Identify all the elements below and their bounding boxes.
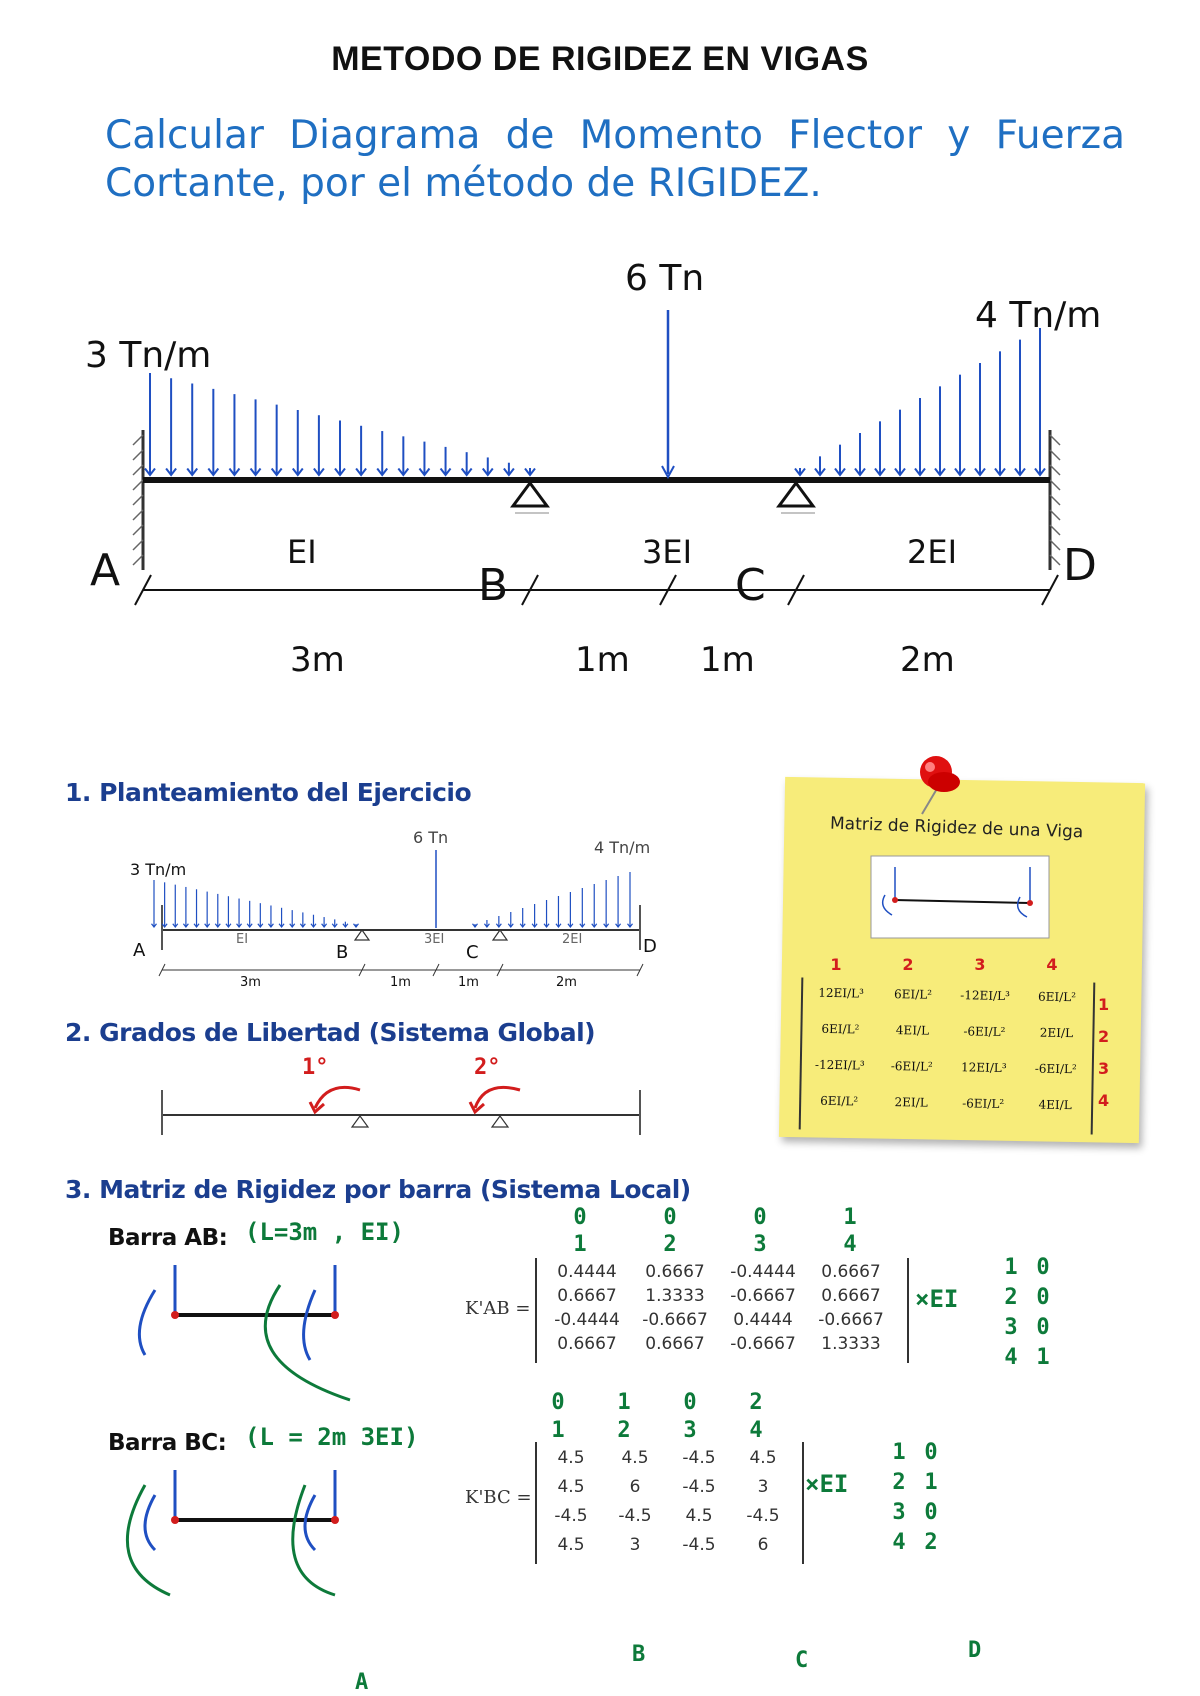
stiffness-cd: 2EI bbox=[907, 533, 958, 571]
ab-map-entry: 3 bbox=[1004, 1315, 1018, 1340]
bc-global-index: 1 bbox=[617, 1390, 631, 1415]
fixed-support-d bbox=[1050, 430, 1060, 570]
bc-local-index: 4 bbox=[749, 1418, 763, 1443]
k-bc-cell: -4.5 bbox=[682, 1448, 716, 1468]
k-ab-cell: 0.6667 bbox=[557, 1334, 617, 1354]
k-ab-cell: 0.6667 bbox=[557, 1286, 617, 1306]
k-ab-cell: 1.3333 bbox=[821, 1334, 881, 1354]
sticky-col-number: 1 bbox=[830, 955, 842, 974]
sticky-matrix-cell: 12EI/L³ bbox=[960, 1060, 1007, 1076]
node-label-b: B bbox=[478, 560, 509, 611]
element-dof-sketch bbox=[870, 855, 1050, 940]
ab-local-indices bbox=[535, 1232, 915, 1258]
pin-support-c bbox=[779, 483, 815, 513]
sticky-matrix-cell: 12EI/L³ bbox=[818, 985, 864, 1001]
sticky-matrix-cell: 6EI/L² bbox=[821, 1021, 860, 1037]
problem-statement: Calcular Diagrama de Momento Flector y Fuerza Cortante, por el método de RIGIDEZ. bbox=[105, 113, 1125, 206]
k-bc-cell: -4.5 bbox=[682, 1535, 716, 1555]
k-ab-cell: -0.6667 bbox=[818, 1310, 884, 1330]
pin-support-b bbox=[513, 483, 549, 513]
bottom-label-a: A bbox=[355, 1670, 369, 1695]
bc-map-entry: 2 bbox=[924, 1530, 938, 1555]
k-bc-cell: 4.5 bbox=[749, 1448, 777, 1468]
k-ab-cell: 0.4444 bbox=[557, 1262, 617, 1282]
k-bc-cell: 6 bbox=[629, 1477, 641, 1497]
dof-diagram bbox=[150, 1050, 650, 1150]
sticky-row-number: 3 bbox=[1098, 1059, 1110, 1078]
k-bc-cell: 4.5 bbox=[557, 1535, 585, 1555]
sticky-matrix-cell: -12EI/L³ bbox=[814, 1057, 865, 1073]
k-bc-cell: -4.5 bbox=[746, 1506, 780, 1526]
fixed-support-a bbox=[133, 430, 143, 570]
sticky-matrix-cell: 2EI/L bbox=[894, 1095, 928, 1110]
sticky-col-number: 3 bbox=[974, 955, 986, 974]
sticky-matrix-cell: -12EI/L³ bbox=[960, 988, 1011, 1004]
node-label-a: A bbox=[90, 545, 121, 596]
ab-global-index: 0 bbox=[753, 1205, 767, 1230]
k-ab-cell: 0.6667 bbox=[645, 1262, 705, 1282]
dimension-b-load: 1m bbox=[575, 640, 630, 680]
ab-global-indices bbox=[535, 1205, 915, 1231]
bc-map-entry: 0 bbox=[924, 1440, 938, 1465]
ab-dof-mapping bbox=[995, 1255, 1065, 1375]
small-dim-1: 1m bbox=[390, 975, 411, 990]
load-label-point: 6 Tn bbox=[625, 258, 705, 299]
ab-global-index: 0 bbox=[573, 1205, 587, 1230]
sticky-matrix-cell: 6EI/L² bbox=[820, 1093, 859, 1109]
dimension-ab: 3m bbox=[290, 640, 345, 680]
small-stiffness-cd: 2EI bbox=[562, 932, 583, 947]
small-dim-2: 1m bbox=[458, 975, 479, 990]
section-2-title: 2. Grados de Libertad (Sistema Global) bbox=[65, 1018, 596, 1047]
small-node-a: A bbox=[133, 940, 146, 961]
bottom-label-b: B bbox=[632, 1642, 646, 1667]
section-1-title: 1. Planteamiento del Ejercicio bbox=[65, 778, 472, 807]
small-stiffness-bc: 3EI bbox=[424, 932, 445, 947]
bottom-label-d: D bbox=[968, 1638, 982, 1663]
pushpin-icon bbox=[900, 752, 980, 822]
k-ab-cell: -0.6667 bbox=[730, 1334, 796, 1354]
k-ab-matrix bbox=[535, 1258, 909, 1363]
small-load-label-left: 3 Tn/m bbox=[130, 860, 187, 879]
bar-ab-sketch bbox=[110, 1250, 390, 1430]
bc-global-index: 0 bbox=[551, 1390, 565, 1415]
bc-global-index: 0 bbox=[683, 1390, 697, 1415]
ab-local-index: 4 bbox=[843, 1232, 857, 1257]
sticky-matrix-cell: 6EI/L² bbox=[1037, 989, 1077, 1005]
ab-local-index: 1 bbox=[573, 1232, 587, 1257]
bc-map-entry: 1 bbox=[892, 1440, 906, 1465]
bc-local-index: 2 bbox=[617, 1418, 631, 1443]
k-ab-cell: -0.6667 bbox=[642, 1310, 708, 1330]
bar-bc-title: Barra BC: bbox=[108, 1430, 227, 1456]
k-ab-cell: -0.4444 bbox=[554, 1310, 620, 1330]
stiffness-bc: 3EI bbox=[642, 533, 693, 571]
k-bc-cell: 4.5 bbox=[557, 1448, 585, 1468]
k-ab-cell: -0.4444 bbox=[730, 1262, 796, 1282]
sticky-row-number: 2 bbox=[1098, 1027, 1110, 1046]
ab-local-index: 2 bbox=[663, 1232, 677, 1257]
ab-map-entry: 1 bbox=[1036, 1345, 1050, 1370]
k-ab-cell: 0.6667 bbox=[821, 1262, 881, 1282]
bc-map-entry: 2 bbox=[892, 1470, 906, 1495]
k-ab-factor: ×EI bbox=[915, 1285, 959, 1313]
dimension-line bbox=[135, 575, 1058, 605]
k-bc-cell: 4.5 bbox=[685, 1506, 713, 1526]
sticky-matrix-cell: -6EI/L² bbox=[962, 1096, 1005, 1112]
bottom-label-c: C bbox=[795, 1648, 809, 1673]
ab-global-index: 1 bbox=[843, 1205, 857, 1230]
sticky-matrix-cell: 2EI/L bbox=[1039, 1025, 1074, 1041]
bc-map-entry: 4 bbox=[892, 1530, 906, 1555]
k-bc-cell: 4.5 bbox=[621, 1448, 649, 1468]
bc-local-index: 3 bbox=[683, 1418, 697, 1443]
sticky-matrix-cell: 4EI/L bbox=[1038, 1097, 1072, 1113]
load-label-right: 4 Tn/m bbox=[975, 295, 1102, 336]
k-bc-cell: 6 bbox=[757, 1535, 769, 1555]
k-bc-label: K'BC = bbox=[465, 1487, 532, 1508]
ab-map-entry: 4 bbox=[1004, 1345, 1018, 1370]
sticky-matrix-cell: -6EI/L² bbox=[963, 1024, 1006, 1040]
k-ab-cell: 1.3333 bbox=[645, 1286, 705, 1306]
bar-bc-sketch bbox=[100, 1455, 400, 1635]
small-load-label-point: 6 Tn bbox=[413, 828, 449, 847]
k-bc-cell: -4.5 bbox=[682, 1477, 716, 1497]
dimension-cd: 2m bbox=[900, 640, 955, 680]
bc-global-index: 2 bbox=[749, 1390, 763, 1415]
sticky-matrix-cell: -6EI/L² bbox=[890, 1059, 933, 1074]
dimension-load-c: 1m bbox=[700, 640, 755, 680]
bar-ab-params: (L=3m , EI) bbox=[245, 1218, 404, 1246]
sticky-matrix-cell: 4EI/L bbox=[895, 1023, 930, 1038]
ab-map-entry: 2 bbox=[1004, 1285, 1018, 1310]
sticky-col-number: 2 bbox=[902, 955, 914, 974]
bc-map-entry: 3 bbox=[892, 1500, 906, 1525]
bar-ab-title: Barra AB: bbox=[108, 1225, 228, 1251]
bc-map-entry: 0 bbox=[924, 1500, 938, 1525]
k-bc-cell: -4.5 bbox=[618, 1506, 652, 1526]
sticky-row-number: 4 bbox=[1098, 1091, 1110, 1110]
sticky-col-number: 4 bbox=[1046, 955, 1058, 974]
bc-local-indices bbox=[525, 1418, 825, 1444]
k-bc-factor: ×EI bbox=[805, 1470, 849, 1498]
k-bc-cell: -4.5 bbox=[554, 1506, 588, 1526]
dof-label-1: 1° bbox=[302, 1055, 329, 1080]
distributed-load-left bbox=[145, 373, 535, 475]
node-label-d: D bbox=[1063, 540, 1097, 591]
ab-map-entry: 1 bbox=[1004, 1255, 1018, 1280]
node-label-c: C bbox=[735, 560, 766, 611]
load-label-left: 3 Tn/m bbox=[85, 335, 212, 376]
sticky-matrix-cell: -6EI/L² bbox=[1034, 1061, 1077, 1077]
k-bc-matrix bbox=[535, 1442, 804, 1564]
stiffness-matrix-general bbox=[799, 977, 1096, 1134]
sticky-row-numbers bbox=[1098, 995, 1118, 1135]
k-ab-cell: -0.6667 bbox=[730, 1286, 796, 1306]
ab-map-entry: 0 bbox=[1036, 1315, 1050, 1340]
small-node-d: D bbox=[643, 936, 657, 957]
page-title: METODO DE RIGIDEZ EN VIGAS bbox=[331, 40, 869, 78]
ab-map-entry: 0 bbox=[1036, 1255, 1050, 1280]
small-dim-ab: 3m bbox=[240, 975, 261, 990]
sticky-row-number: 1 bbox=[1098, 995, 1110, 1014]
sticky-matrix-cell: 6EI/L² bbox=[893, 987, 933, 1002]
bc-map-entry: 1 bbox=[924, 1470, 938, 1495]
bar-bc-params: (L = 2m 3EI) bbox=[245, 1423, 419, 1451]
k-ab-cell: 0.6667 bbox=[645, 1334, 705, 1354]
k-ab-cell: 0.6667 bbox=[821, 1286, 881, 1306]
k-bc-cell: 3 bbox=[757, 1477, 769, 1497]
small-load-label-right: 4 Tn/m bbox=[594, 838, 651, 857]
sticky-column-numbers bbox=[790, 955, 1090, 979]
stiffness-ab: EI bbox=[287, 533, 317, 571]
ab-global-index: 0 bbox=[663, 1205, 677, 1230]
dof-label-2: 2° bbox=[474, 1055, 501, 1080]
bc-global-indices bbox=[525, 1390, 825, 1416]
ab-map-entry: 0 bbox=[1036, 1285, 1050, 1310]
distributed-load-right bbox=[795, 328, 1045, 475]
bc-dof-mapping bbox=[883, 1440, 953, 1560]
small-stiffness-ab: EI bbox=[236, 932, 249, 947]
small-node-b: B bbox=[336, 942, 349, 963]
k-ab-label: K'AB = bbox=[465, 1298, 531, 1319]
ab-local-index: 3 bbox=[753, 1232, 767, 1257]
k-bc-cell: 4.5 bbox=[557, 1477, 585, 1497]
k-bc-cell: 3 bbox=[629, 1535, 641, 1555]
section-3-title: 3. Matriz de Rigidez por barra (Sistema Local) bbox=[65, 1175, 691, 1204]
small-dim-cd: 2m bbox=[556, 975, 577, 990]
sticky-title: Matriz de Rigidez de una Viga bbox=[829, 813, 1084, 843]
k-ab-cell: 0.4444 bbox=[733, 1310, 793, 1330]
bc-local-index: 1 bbox=[551, 1418, 565, 1443]
small-node-c: C bbox=[466, 942, 479, 963]
